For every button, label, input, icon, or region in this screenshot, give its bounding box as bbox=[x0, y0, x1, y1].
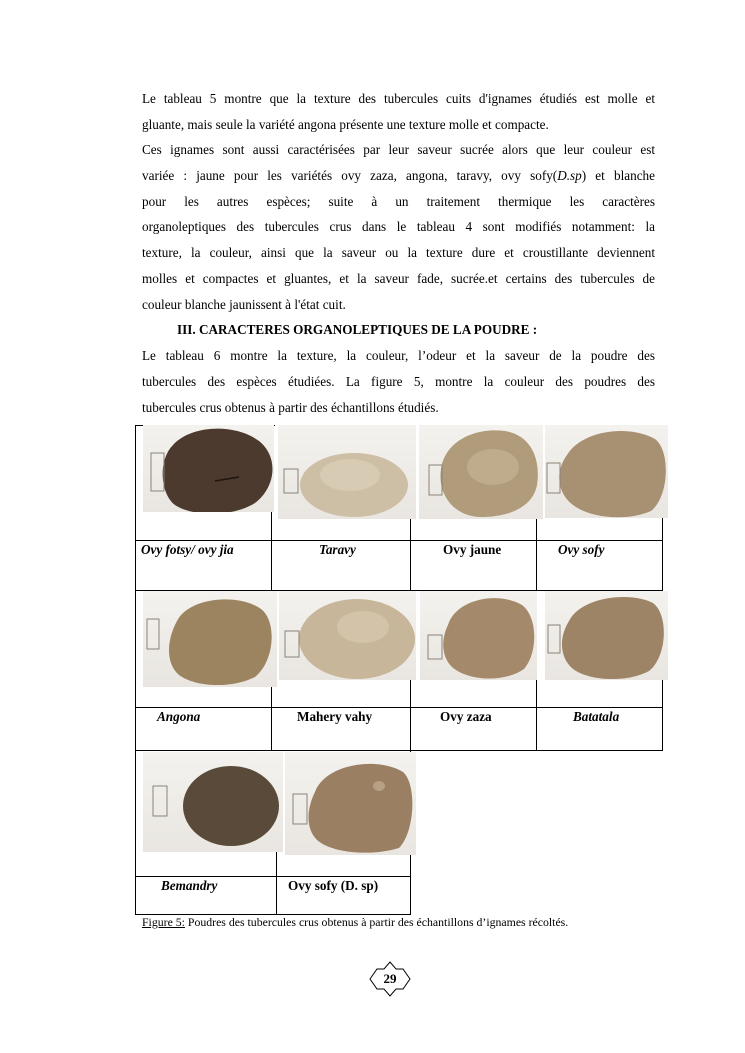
powder-photo bbox=[143, 591, 277, 687]
page-number: 29 bbox=[383, 971, 397, 986]
sample-label: Batatala bbox=[573, 709, 620, 724]
powder-photo bbox=[545, 425, 668, 518]
text-line: texture, la couleur, ainsi que la saveur ou la texture dure et croustillante deviennent bbox=[142, 245, 655, 261]
table-line bbox=[135, 540, 663, 541]
table-line bbox=[135, 876, 411, 877]
text-span: ) et blanche bbox=[581, 167, 655, 183]
text-line bbox=[142, 163, 655, 189]
caption-text: Poudres des tubercules crus obtenus à partir des échantillons d’ignames récoltés. bbox=[184, 915, 569, 929]
powder-pile-image bbox=[279, 591, 416, 680]
powder-photo bbox=[420, 591, 537, 680]
paragraph-texture bbox=[142, 86, 655, 138]
sample-label: Angona bbox=[157, 709, 201, 724]
species-italic: D.sp bbox=[557, 167, 582, 183]
powder-pile-image bbox=[143, 425, 274, 512]
sample-label: Ovy sofy (D. sp) bbox=[288, 878, 379, 893]
powder-pile-image bbox=[545, 425, 668, 518]
powder-pile-image bbox=[285, 752, 416, 855]
text-line: tubercules des espèces étudiées. La figure 5, montre la couleur des poudres des bbox=[142, 373, 655, 389]
powder-photo bbox=[278, 425, 416, 519]
powder-photo bbox=[545, 591, 668, 680]
paragraph-poudre bbox=[142, 343, 655, 420]
sample-label: Ovy sofy bbox=[558, 542, 605, 557]
caption-label: Figure 5: bbox=[142, 915, 185, 929]
powder-pile-image bbox=[143, 752, 283, 852]
powder-pile-image bbox=[143, 591, 277, 687]
sample-label: Taravy bbox=[319, 542, 356, 557]
powder-pile-image bbox=[545, 591, 668, 680]
powder-pile-image bbox=[278, 425, 416, 519]
powder-pile-image bbox=[419, 425, 543, 519]
paragraph-saveur bbox=[142, 137, 655, 318]
text-span: variée : jaune pour les variétés ovy zaza, angona, taravy, ovy sofy( bbox=[142, 167, 558, 183]
sample-label: Ovy zaza bbox=[440, 709, 492, 724]
text-line: tubercules crus obtenus à partir des échantillons étudiés. bbox=[142, 399, 439, 415]
powder-photo bbox=[279, 591, 416, 680]
table-line bbox=[276, 845, 277, 915]
figure-caption bbox=[142, 915, 568, 930]
table-line bbox=[135, 707, 663, 708]
powder-photo bbox=[419, 425, 543, 519]
text-line: molles et compactes et gluantes, et la saveur fade, sucrée.et certains des tubercules de bbox=[142, 270, 655, 286]
text-line: organoleptiques des tubercules crus dans le tableau 4 sont modifiés notamment: la bbox=[142, 219, 655, 235]
text-line: couleur blanche jaunissent à l'état cuit. bbox=[142, 296, 346, 312]
sample-label: Mahery vahy bbox=[297, 709, 373, 724]
powder-photo bbox=[143, 752, 283, 852]
table-line bbox=[135, 425, 136, 915]
table-line bbox=[410, 518, 411, 915]
sample-label: Ovy jaune bbox=[443, 542, 502, 557]
text-line: gluante, mais seule la variété angona présente une texture molle et compacte. bbox=[142, 116, 549, 132]
powder-pile-image bbox=[420, 591, 537, 680]
text-line: Le tableau 5 montre que la texture des tubercules cuits d'ignames étudiés est molle et bbox=[142, 91, 655, 106]
text-line: Ces ignames sont aussi caractérisées par leur saveur sucrée alors que leur couleur est bbox=[142, 142, 655, 157]
sample-label: Ovy fotsy/ ovy jia bbox=[141, 542, 234, 557]
powder-photo bbox=[143, 425, 274, 512]
text-line: Le tableau 6 montre la texture, la couleur, l’odeur et la saveur de la poudre des bbox=[142, 348, 655, 363]
table-line bbox=[135, 750, 663, 751]
powder-photo bbox=[285, 752, 416, 855]
section-heading: III. CARACTERES ORGANOLEPTIQUES DE LA POUDRE : bbox=[177, 322, 538, 337]
sample-label: Bemandry bbox=[161, 878, 218, 893]
text-line: pour les autres espèces; suite à un traitement thermique les caractères bbox=[142, 193, 655, 209]
